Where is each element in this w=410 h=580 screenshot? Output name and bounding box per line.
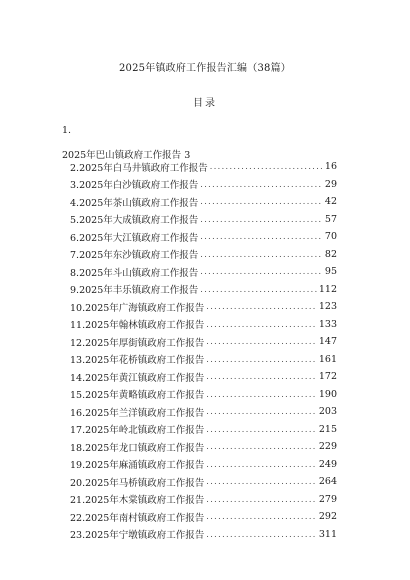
toc-first-entry[interactable]: 2025年巴山镇政府工作报告 3 bbox=[62, 150, 191, 161]
toc-entry-title: 13.2025年花桥镇政府工作报告 bbox=[70, 355, 205, 367]
toc-dot-leader bbox=[206, 355, 317, 364]
toc-entry-title: 11.2025年翰林镇政府工作报告 bbox=[70, 320, 205, 332]
toc-entry-page: 95 bbox=[324, 266, 337, 278]
toc-entry-page: 311 bbox=[318, 528, 337, 540]
toc-entry-title: 23.2025年宁墩镇政府工作报告 bbox=[70, 530, 205, 542]
toc-entry[interactable] bbox=[70, 211, 337, 229]
toc-entry-title: 4.2025年茶山镇政府工作报告 bbox=[70, 197, 199, 209]
toc-entry-page: 279 bbox=[318, 493, 337, 505]
toc-entry-title: 16.2025年兰洋镇政府工作报告 bbox=[70, 407, 205, 419]
toc-list bbox=[70, 158, 337, 543]
toc-entry[interactable] bbox=[70, 421, 337, 439]
toc-entry[interactable] bbox=[70, 193, 337, 211]
toc-heading: 目录 bbox=[193, 98, 217, 109]
toc-entry-page: 16 bbox=[324, 161, 337, 173]
toc-entry[interactable] bbox=[70, 526, 337, 544]
toc-dot-leader bbox=[206, 320, 317, 329]
toc-entry-title: 17.2025年岭北镇政府工作报告 bbox=[70, 425, 205, 437]
toc-dot-leader bbox=[206, 372, 317, 381]
toc-dot-leader bbox=[206, 477, 317, 486]
toc-entry[interactable] bbox=[70, 228, 337, 246]
toc-entry-page: 249 bbox=[318, 458, 337, 470]
toc-entry[interactable] bbox=[70, 508, 337, 526]
toc-entry-page: 57 bbox=[324, 213, 337, 225]
toc-entry-page: 147 bbox=[318, 336, 337, 348]
toc-entry-title: 19.2025年麻涌镇政府工作报告 bbox=[70, 460, 205, 472]
toc-entry-page: 292 bbox=[318, 511, 337, 523]
document-title: 2025年镇政府工作报告汇编（38篇） bbox=[119, 63, 291, 74]
toc-entry-page: 172 bbox=[318, 371, 337, 383]
toc-entry-title: 14.2025年黄江镇政府工作报告 bbox=[70, 372, 205, 384]
toc-entry-title: 20.2025年马桥镇政府工作报告 bbox=[70, 477, 205, 489]
toc-entry-title: 21.2025年木棠镇政府工作报告 bbox=[70, 495, 205, 507]
toc-entry[interactable] bbox=[70, 298, 337, 316]
toc-dot-leader bbox=[206, 512, 317, 521]
toc-entry-title: 18.2025年龙口镇政府工作报告 bbox=[70, 442, 205, 454]
toc-entry-title: 15.2025年黄略镇政府工作报告 bbox=[70, 390, 205, 402]
toc-entry-page: 215 bbox=[318, 423, 337, 435]
toc-dot-leader bbox=[200, 197, 323, 206]
toc-dot-leader bbox=[206, 530, 317, 539]
toc-entry-page: 229 bbox=[318, 441, 337, 453]
toc-entry-title: 9.2025年丰乐镇政府工作报告 bbox=[70, 285, 199, 297]
toc-dot-leader bbox=[206, 390, 317, 399]
toc-entry[interactable] bbox=[70, 333, 337, 351]
toc-dot-leader bbox=[206, 407, 317, 416]
toc-entry-title: 3.2025年白沙镇政府工作报告 bbox=[70, 180, 199, 192]
toc-entry-title: 22.2025年南村镇政府工作报告 bbox=[70, 512, 205, 524]
toc-first-number: 1. bbox=[62, 125, 72, 136]
toc-dot-leader bbox=[206, 460, 317, 469]
toc-entry[interactable] bbox=[70, 386, 337, 404]
toc-entry-page: 82 bbox=[324, 248, 337, 260]
toc-entry-title: 10.2025年广海镇政府工作报告 bbox=[70, 302, 205, 314]
toc-entry-title: 12.2025年厚街镇政府工作报告 bbox=[70, 337, 205, 349]
toc-entry-page: 190 bbox=[318, 388, 337, 400]
toc-entry[interactable] bbox=[70, 351, 337, 369]
toc-entry[interactable] bbox=[70, 176, 337, 194]
toc-entry-page: 42 bbox=[324, 196, 337, 208]
toc-entry-page: 70 bbox=[324, 231, 337, 243]
toc-entry-page: 203 bbox=[318, 406, 337, 418]
toc-entry[interactable] bbox=[70, 158, 337, 176]
toc-dot-leader bbox=[200, 267, 323, 276]
toc-entry[interactable] bbox=[70, 491, 337, 509]
toc-dot-leader bbox=[206, 495, 317, 504]
toc-entry[interactable] bbox=[70, 263, 337, 281]
toc-dot-leader bbox=[206, 337, 317, 346]
toc-entry[interactable] bbox=[70, 456, 337, 474]
toc-entry-title: 2.2025年白马井镇政府工作报告 bbox=[70, 162, 208, 174]
toc-entry-page: 112 bbox=[318, 283, 337, 295]
toc-entry-page: 264 bbox=[318, 476, 337, 488]
toc-dot-leader bbox=[206, 302, 317, 311]
toc-entry-page: 161 bbox=[318, 353, 337, 365]
toc-dot-leader bbox=[200, 285, 317, 294]
toc-entry-title: 5.2025年大成镇政府工作报告 bbox=[70, 215, 199, 227]
toc-entry-page: 133 bbox=[318, 318, 337, 330]
toc-dot-leader bbox=[200, 215, 323, 224]
toc-dot-leader bbox=[206, 442, 317, 451]
toc-entry[interactable] bbox=[70, 368, 337, 386]
toc-entry[interactable] bbox=[70, 281, 337, 299]
toc-dot-leader bbox=[200, 232, 323, 241]
toc-dot-leader bbox=[210, 162, 323, 171]
toc-entry-title: 8.2025年斗山镇政府工作报告 bbox=[70, 267, 199, 279]
toc-entry-title: 7.2025年东沙镇政府工作报告 bbox=[70, 250, 199, 262]
toc-entry-page: 29 bbox=[324, 178, 337, 190]
toc-entry[interactable] bbox=[70, 316, 337, 334]
toc-entry-page: 123 bbox=[318, 301, 337, 313]
toc-dot-leader bbox=[200, 250, 323, 259]
toc-entry[interactable] bbox=[70, 246, 337, 264]
toc-dot-leader bbox=[206, 425, 317, 434]
toc-entry[interactable] bbox=[70, 438, 337, 456]
toc-dot-leader bbox=[200, 180, 323, 189]
toc-entry[interactable] bbox=[70, 473, 337, 491]
toc-entry-title: 6.2025年大江镇政府工作报告 bbox=[70, 232, 199, 244]
toc-entry[interactable] bbox=[70, 403, 337, 421]
